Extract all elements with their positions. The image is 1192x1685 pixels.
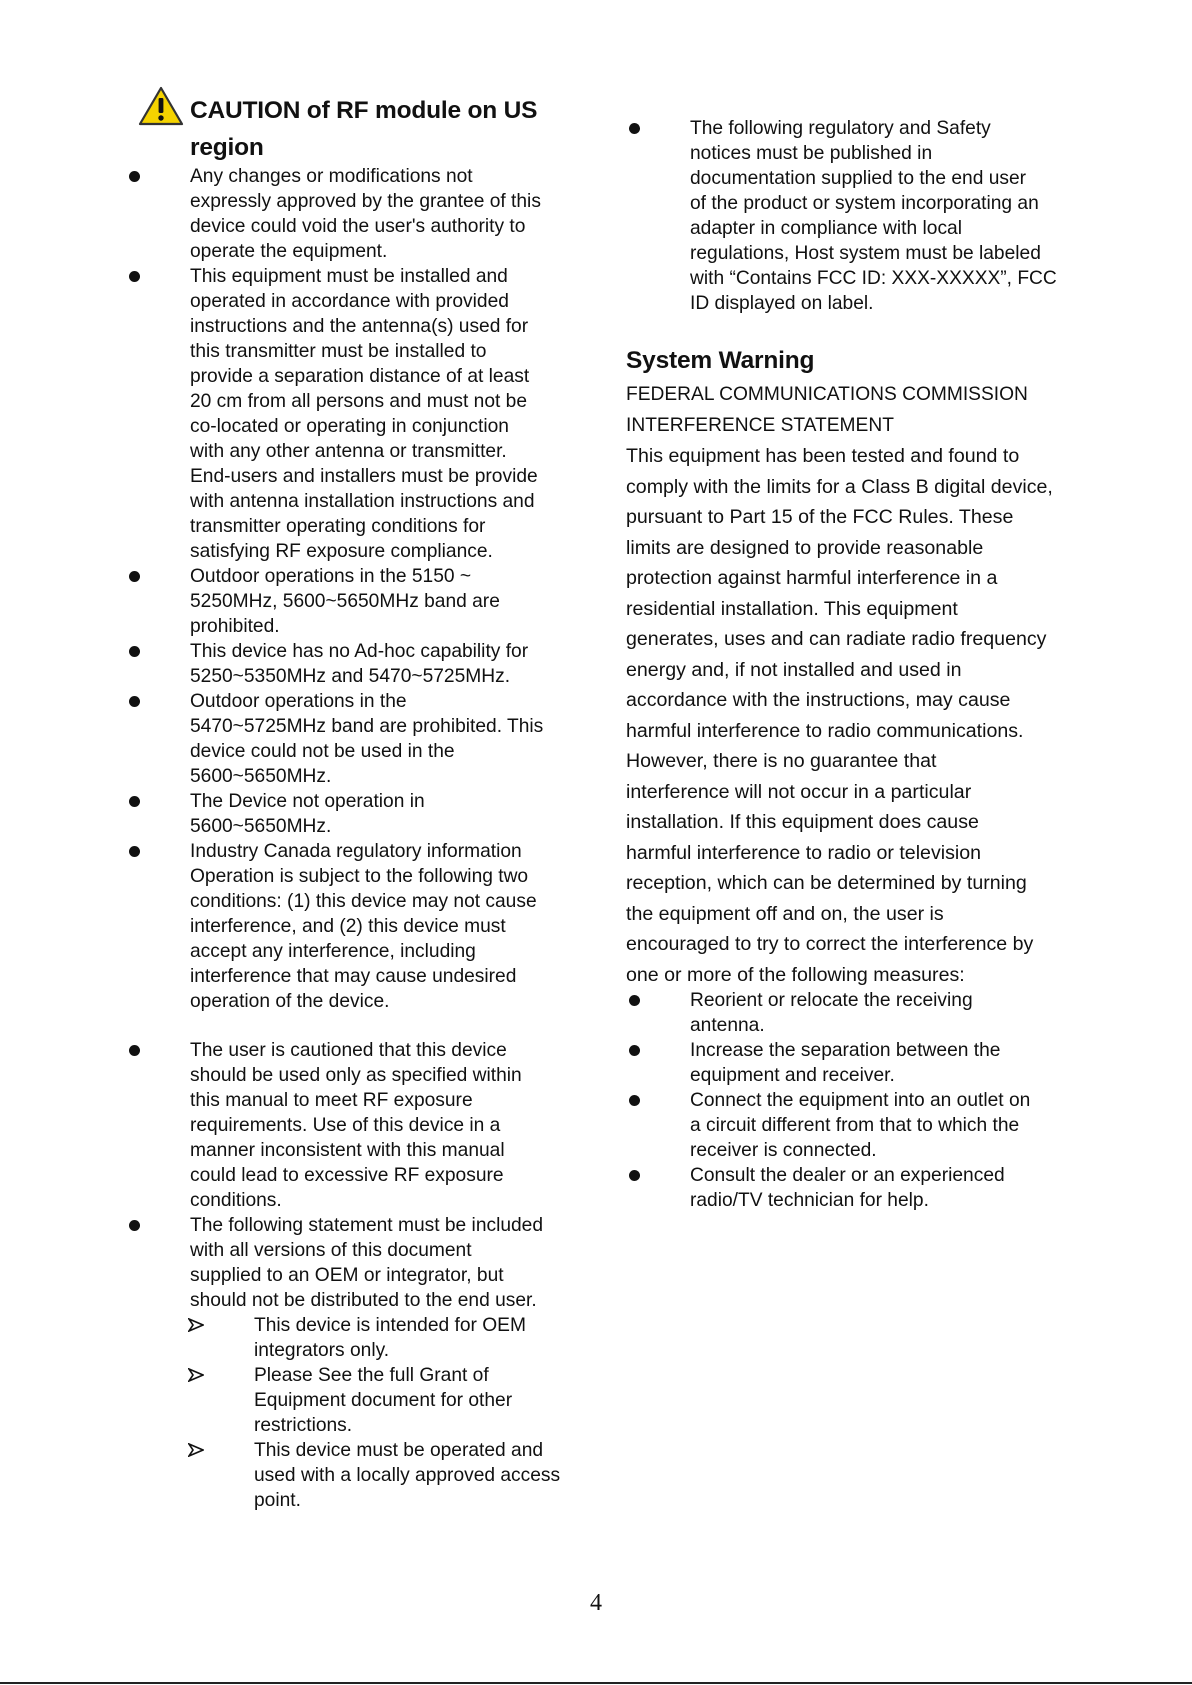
bullet-icon	[129, 271, 140, 282]
list-item	[190, 639, 610, 689]
list-item	[190, 1038, 610, 1213]
bullet-icon	[629, 995, 640, 1006]
list-item	[190, 164, 610, 264]
arrow-bullet-icon	[188, 1368, 204, 1382]
list-item	[190, 839, 610, 1014]
list-item	[190, 264, 610, 564]
bullet-icon	[129, 796, 140, 807]
bullet-icon	[129, 171, 140, 182]
list-item-text: The user is cautioned that this device should be used only as specified within this manual to meet RF exposure requirements. Use of this device in a manner inconsistent with this manual could lead to excessive RF exposure conditions.	[190, 1040, 522, 1211]
list-item	[690, 1163, 1190, 1213]
bullet-icon	[129, 571, 140, 582]
list-item	[190, 564, 610, 639]
list-item	[690, 1088, 1190, 1163]
list-item-text: The Device not operation in 5600~5650MHz.	[190, 791, 425, 837]
list-item	[190, 689, 610, 789]
list-item-text: Outdoor operations in the 5470~5725MHz band are prohibited. This device could not be used in the 5600~5650MHz.	[190, 691, 544, 787]
page-number: 4	[590, 1590, 602, 1616]
arrow-bullet-icon	[188, 1443, 204, 1457]
system-warning-title: System Warning	[626, 347, 815, 374]
oem-sub-list	[254, 1313, 610, 1513]
list-item-text: Industry Canada regulatory information Operation is subject to the following two conditions: (1) this device may not cause interference, and (2) this device must accept any interference, including interference that may cause undesired operation of the device.	[190, 841, 537, 1012]
list-item	[690, 988, 1190, 1038]
bullet-icon	[629, 123, 640, 134]
bullet-icon	[129, 646, 140, 657]
sub-list-item	[254, 1363, 610, 1438]
list-item-text: Any changes or modifications not expressly approved by the grantee of this device could void the user's authority to operate the equipment.	[190, 166, 541, 262]
fcc-statement-body: This equipment has been tested and found to comply with the limits for a Class B digital device, pursuant to Part 15 of the FCC Rules. These limits are designed to provide reasonable protection against harmful interference in a residential installation. This equipment generates, uses and can radiate radio frequency energy and, if not installed and used in accordance with the instructions, may cause harmful interference to radio communications. However, there is no guarantee that interference will not occur in a particular installation. If this equipment does cause harmful interference to radio or television reception, which can be determined by turning the equipment off and on, the user is encouraged to try to correct the interference by one or more of the following measures:	[626, 445, 1053, 986]
list-item	[190, 1213, 610, 1513]
caution-heading: CAUTION of RF module on US region	[190, 97, 538, 161]
list-item	[690, 1038, 1190, 1088]
list-item-text: The following regulatory and Safety notices must be published in documentation supplied to the end user of the product or system incorporating an adapter in compliance with local regulations, Host system must be labeled with “Contains FCC ID: XXX-XXXXX”, FCC ID displayed on label.	[690, 118, 1057, 314]
list-item-text: Outdoor operations in the 5150 ~ 5250MHz, 5600~5650MHz band are prohibited.	[190, 566, 500, 637]
sub-list-item	[254, 1438, 610, 1513]
list-item-text: The following statement must be included with all versions of this document supplied to an OEM or integrator, but should not be distributed to the end user.	[190, 1215, 544, 1311]
list-item-text: Consult the dealer or an experienced radio/TV technician for help.	[690, 1165, 1005, 1211]
sub-list-item-text: This device must be operated and used with a locally approved access point.	[254, 1440, 561, 1511]
list-item	[190, 789, 610, 839]
bullet-icon	[629, 1170, 640, 1181]
list-item	[690, 116, 1190, 316]
caution-bullet-list	[190, 164, 610, 1513]
bullet-icon	[129, 1045, 140, 1056]
warning-triangle-icon	[138, 86, 184, 126]
bullet-icon	[129, 1220, 140, 1231]
sub-list-item	[254, 1313, 610, 1363]
bullet-icon	[129, 846, 140, 857]
list-item-text: This device has no Ad-hoc capability for 5250~5350MHz and 5470~5725MHz.	[190, 641, 529, 687]
list-item-text: This equipment must be installed and operated in accordance with provided instructions and the antenna(s) used for this transmitter must be installed to provide a separation distance of at least 20 cm from all persons and must not be co-located or operating in conjunction with any other antenna or transmitter. End-users and installers must be provide with antenna installation instructions and transmitter operating conditions for satisfying RF exposure compliance.	[190, 266, 538, 562]
sub-list-item-text: Please See the full Grant of Equipment document for other restrictions.	[254, 1365, 513, 1436]
regulatory-notice-list	[690, 116, 1190, 316]
list-item-text: Increase the separation between the equipment and receiver.	[690, 1040, 1001, 1086]
interference-measures-list	[690, 988, 1190, 1213]
bullet-icon	[129, 696, 140, 707]
list-item-text: Reorient or relocate the receiving antenna.	[690, 990, 973, 1036]
sub-list-item-text: This device is intended for OEM integrators only.	[254, 1315, 526, 1361]
arrow-bullet-icon	[188, 1318, 204, 1332]
bullet-icon	[629, 1045, 640, 1056]
bullet-icon	[629, 1095, 640, 1106]
list-item-text: Connect the equipment into an outlet on a circuit different from that to which the receiver is connected.	[690, 1090, 1031, 1161]
footer-divider	[0, 1682, 1192, 1684]
fcc-statement-heading: FEDERAL COMMUNICATIONS COMMISSION INTERFERENCE STATEMENT	[626, 384, 1028, 436]
